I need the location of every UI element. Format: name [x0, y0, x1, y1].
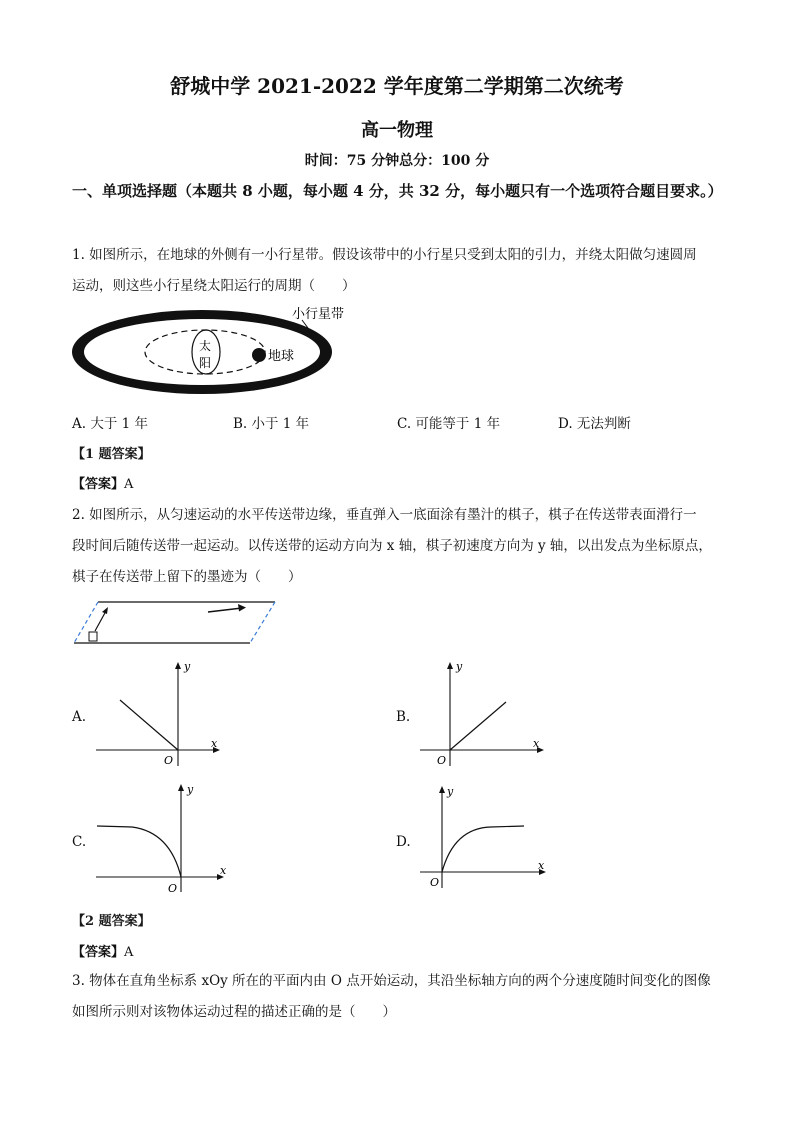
belt-label: 小行星带: [292, 307, 345, 322]
earth-dot: [252, 348, 266, 362]
q1-option-b: B. 小于 1 年: [233, 416, 310, 432]
q2-answer: [72, 941, 133, 960]
asteroid-belt-figure: [70, 300, 350, 400]
chess-piece: [89, 632, 97, 641]
q2-graph-c: [92, 780, 232, 895]
graph-b-y-arrow: [447, 662, 453, 669]
exam-meta: 时间：75 分钟总分：100 分: [304, 153, 490, 169]
graph-d-trace: [442, 826, 524, 872]
graph-a-x-label: x: [211, 737, 218, 750]
graph-c-y-label: y: [187, 783, 194, 796]
graph-c-origin: O: [168, 882, 178, 895]
q2-answer-label: 【答案】: [72, 945, 125, 960]
q2-answer-value: A: [124, 945, 134, 960]
q3-text-line2: 如图所示则对该物体运动过程的描述正确的是（ ）: [72, 1004, 396, 1020]
q2-graph-b: [416, 658, 551, 770]
q2-graph-d: [416, 780, 556, 895]
graph-b-origin: O: [437, 754, 447, 767]
graph-c-y-arrow: [178, 784, 184, 791]
q1-option-d: D. 无法判断: [558, 416, 631, 432]
sun-label-top: 太: [199, 339, 212, 353]
graph-a-y-label: y: [184, 660, 191, 673]
q2-answer-heading: 【2 题答案】: [72, 914, 151, 929]
graph-c-x-label: x: [220, 864, 227, 877]
graph-a-trace: [120, 700, 178, 750]
subject-title: 高一物理: [361, 120, 433, 141]
q1-answer-heading: 【1 题答案】: [72, 447, 151, 462]
q1-text-line2: 运动，则这些小行星绕太阳运行的周期（ ）: [72, 278, 356, 294]
conveyor-belt-figure: [70, 598, 280, 650]
graph-a-y-arrow: [175, 662, 181, 669]
graph-c-trace: [97, 826, 181, 877]
graph-b-y-label: y: [456, 660, 463, 673]
graph-d-x-label: x: [538, 859, 545, 872]
q1-option-c: C. 可能等于 1 年: [397, 416, 501, 432]
graph-d-y-label: y: [447, 785, 454, 798]
q1-answer-label: 【答案】: [72, 477, 125, 492]
earth-label: 地球: [268, 349, 295, 364]
piece-arrowhead: [102, 607, 108, 614]
q2-text-line1: 2. 如图所示，从匀速运动的水平传送带边缘，垂直弹入一底面涂有墨汁的棋子，棋子在传送带表面滑行一: [72, 507, 697, 523]
graph-b-x-label: x: [533, 737, 540, 750]
piece-velocity-arrow: [95, 611, 106, 631]
q2-option-d: D.: [396, 834, 411, 850]
graph-d-origin: O: [430, 876, 440, 889]
q2-graph-a: [92, 658, 227, 770]
document-title: 舒城中学 2021-2022 学年度第二学期第二次统考: [170, 74, 624, 98]
q2-option-c: C.: [72, 834, 87, 850]
q2-text-line2: 段时间后随传送带一起运动。以传送带的运动方向为 x 轴，棋子初速度方向为 y 轴，以出发点为坐标原点，: [72, 538, 712, 554]
q2-option-a: A.: [72, 709, 87, 725]
q1-option-a: A. 大于 1 年: [72, 416, 149, 432]
belt-right-edge: [250, 602, 275, 643]
graph-b-trace: [450, 702, 506, 750]
q2-text-line3: 棋子在传送带上留下的墨迹为（ ）: [72, 569, 302, 585]
graph-d-y-arrow: [439, 786, 445, 793]
q1-answer-value: A: [124, 477, 134, 492]
belt-direction-arrow: [208, 608, 242, 612]
section-heading: 一、单项选择题（本题共 8 小题，每小题 4 分，共 32 分，每小题只有一个选项符合题目要求。）: [72, 182, 723, 200]
q1-text-line1: 1. 如图所示，在地球的外侧有一小行星带。假设该带中的小行星只受到太阳的引力，并绕太阳做匀速圆周: [72, 247, 697, 263]
belt-arrowhead: [238, 604, 246, 612]
q2-option-b: B.: [396, 709, 411, 725]
q3-text-line1: 3. 物体在直角坐标系 xOy 所在的平面内由 O 点开始运动，其沿坐标轴方向的两个分速度随时间变化的图像: [72, 973, 711, 989]
q1-answer: [72, 473, 133, 492]
graph-a-origin: O: [164, 754, 174, 767]
sun-label-bottom: 阳: [199, 356, 212, 370]
